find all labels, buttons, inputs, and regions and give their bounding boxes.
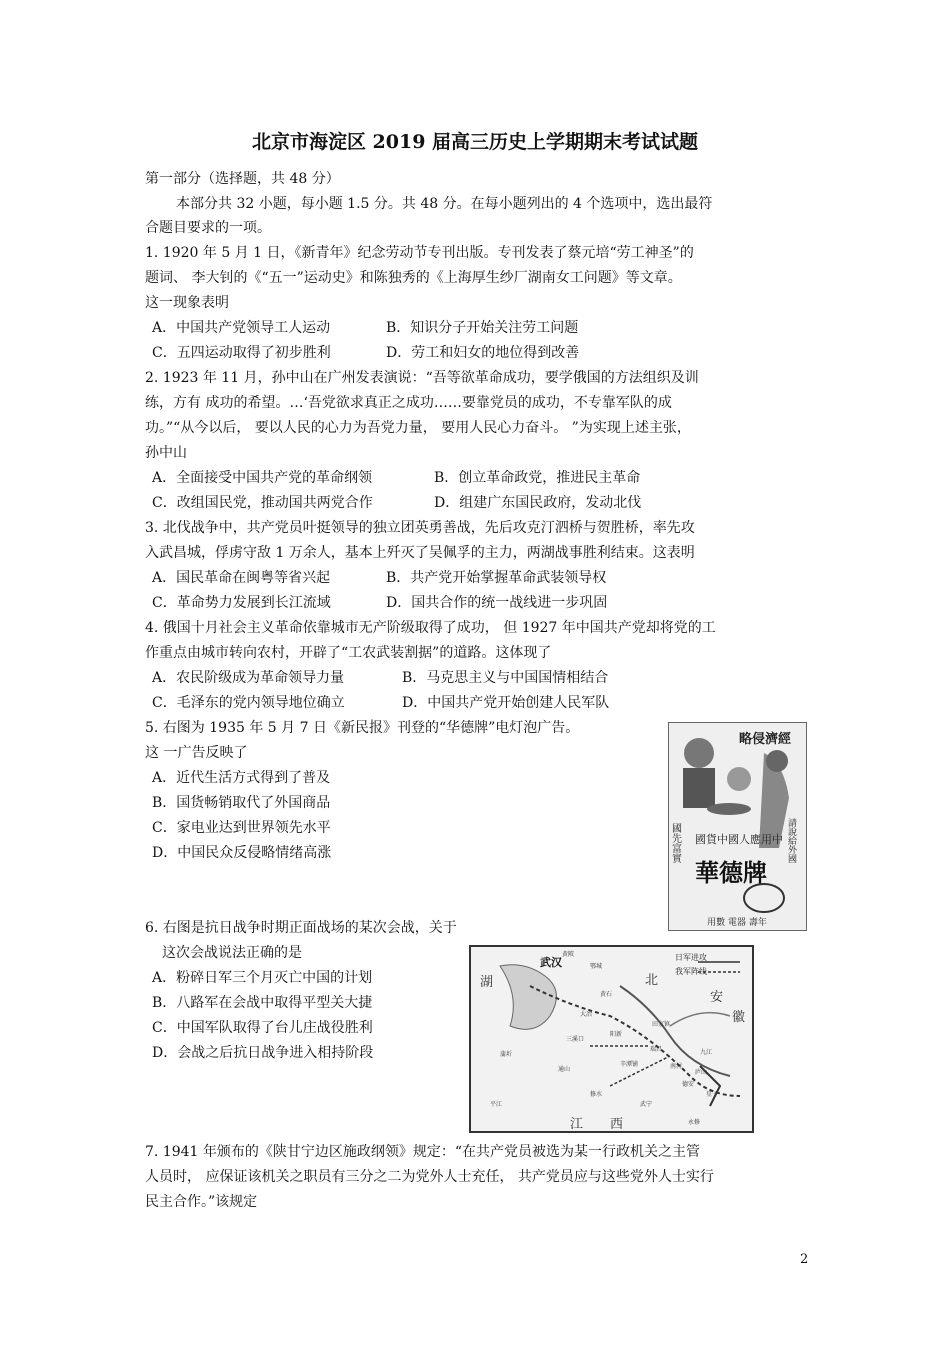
- map-region-label: 江: [570, 1117, 584, 1132]
- option-d: D．劳工和妇女的地位得到改善: [386, 345, 580, 361]
- map-town: 德安: [682, 1081, 695, 1088]
- question-stem: 功。”“从今以后， 要以人民的心力为吾党力量， 要用人民心力奋斗。 ”为实现上述主张，: [145, 420, 691, 436]
- question-stem: 3. 北伐战争中，共产党员叶挺领导的独立团英勇善战，先后攻克汀泗桥与贺胜桥，率先攻: [145, 520, 695, 536]
- map-legend: 我军阵线: [675, 967, 707, 976]
- map-label-wuhan: 武汉: [540, 956, 562, 969]
- option-b: B．创立革命政党，推进民主革命: [434, 470, 641, 486]
- page-title: 北京市海淀区 2019 届高三历史上学期期末考试试题: [251, 131, 699, 153]
- page-number: 2: [800, 1252, 809, 1267]
- option-b: B．共产党开始掌握革命武装领导权: [386, 570, 607, 586]
- map-town: 南浔: [670, 1063, 683, 1070]
- option-a: A．全面接受中国共产党的革命纲领: [152, 470, 373, 486]
- map-town: 通山: [558, 1066, 571, 1073]
- option-a: A．中国共产党领导工人运动: [152, 320, 331, 336]
- option-d: D．国共合作的统一战线进一步巩固: [386, 595, 608, 611]
- question-stem: 这次会战说法正确的是: [162, 945, 302, 961]
- ad-side-text: 請說給外國: [786, 818, 796, 863]
- option-b: B．马克思主义与中国国情相结合: [402, 670, 609, 686]
- option-c: C．五四运动取得了初步胜利: [152, 345, 331, 361]
- map-town: 鄂城: [590, 963, 603, 970]
- map-town: 辛潭铺: [620, 1061, 639, 1068]
- question-stem: 练，方有 成功的希望。…‘吾党欲求真正之成功……要靠党员的成功，不专靠军队的成: [145, 395, 672, 411]
- option-a: A．国民革命在闽粤等省兴起: [152, 570, 331, 586]
- option-b: B．知识分子开始关注劳工问题: [386, 320, 579, 336]
- option-c: C．家电业达到世界领先水平: [152, 820, 331, 836]
- option-a: A．近代生活方式得到了普及: [152, 770, 331, 786]
- option-d: D．中国共产党开始创建人民军队: [402, 695, 610, 711]
- ad-footer: 用數 電器 壽年: [707, 918, 767, 928]
- map-region-label: 北: [645, 973, 659, 988]
- question-stem: 这 一广告反映了: [145, 745, 248, 761]
- question-stem: 1. 1920 年 5 月 1 日，《新青年》纪念劳动节专刊出版。专刊发表了蔡元培“劳工神圣”的: [145, 245, 694, 261]
- advertisement-illustration: [669, 723, 806, 930]
- intro-line: 本部分共 32 小题，每小题 1.5 分。共 48 分。在每小题列出的 4 个选项中，选出最符: [176, 196, 713, 212]
- option-c: C．革命势力发展到长江流域: [152, 595, 331, 611]
- question-stem: 入武昌城，俘虏守敌 1 万余人，基本上歼灭了吴佩孚的主力，两湖战事胜利结束。这表明: [145, 545, 695, 561]
- option-c: C．中国军队取得了台儿庄战役胜利: [152, 1020, 373, 1036]
- ad-side-text: 國先富實: [669, 823, 681, 863]
- map-town: 永修: [688, 1119, 701, 1126]
- option-c: C．毛泽东的党内领导地位确立: [152, 695, 345, 711]
- map-town: 阳新: [610, 1031, 623, 1038]
- map-region-label: 西: [610, 1117, 624, 1132]
- map-region-label: 湖: [480, 975, 494, 990]
- question-stem: 6. 右图是抗日战争时期正面战场的某次会战，关于: [145, 920, 457, 936]
- map-town: 星子: [706, 1091, 719, 1098]
- map-town: 田家镇: [652, 1021, 671, 1028]
- map-town: 三溪口: [566, 1036, 585, 1043]
- ad-banner: 略侵濟經: [738, 732, 792, 747]
- option-d: D．组建广东国民政府，发动北伐: [434, 495, 642, 511]
- option-b: B．国货畅销取代了外国商品: [152, 795, 331, 811]
- battle-map: [470, 946, 753, 1132]
- ad-slogan: 國貨中國人應用中: [695, 833, 783, 846]
- map-town: 九江: [700, 1049, 713, 1056]
- option-d: D．会战之后抗日战争进入相持阶段: [152, 1045, 374, 1061]
- question-stem: 作重点由城市转向农村，开辟了“工农武装割据”的道路。这体现了: [145, 645, 552, 661]
- map-town: 黄石: [600, 991, 613, 998]
- battle-map-image: [469, 945, 754, 1133]
- ad-brand: 華德牌: [695, 859, 767, 887]
- intro-line: 合题目要求的一项。: [145, 220, 271, 236]
- option-a: A．粉碎日军三个月灭亡中国的计划: [152, 970, 373, 986]
- question-stem: 民主合作。”该规定: [145, 1194, 258, 1210]
- question-stem: 4. 俄国十月社会主义革命依靠城市无产阶级取得了成功， 但 1927 年中国共产党却将党的工: [145, 620, 716, 636]
- map-town: 武宁: [640, 1101, 653, 1108]
- map-town: 平江: [490, 1101, 503, 1108]
- map-region-label: 安: [710, 990, 724, 1005]
- option-c: C．改组国民党，推动国共两党合作: [152, 495, 373, 511]
- map-town: 修水: [590, 1091, 603, 1098]
- lightbulb-advertisement-image: [668, 722, 807, 931]
- question-stem: 这一现象表明: [145, 295, 229, 311]
- map-town: 瑞昌: [650, 1046, 663, 1053]
- map-region-label: 徽: [732, 1010, 746, 1025]
- map-town: 庐山: [695, 1069, 708, 1076]
- map-town: 蒲圻: [500, 1051, 513, 1058]
- question-stem: 题词、 李大钊的《“五一”运动史》和陈独秀的《上海厚生纱厂湖南女工问题》等文章。: [145, 270, 682, 286]
- question-stem: 人员时， 应保证该机关之职员有三分之二为党外人士充任， 共产党员应与这些党外人士实行: [145, 1169, 714, 1185]
- option-a: A．农民阶级成为革命领导力量: [152, 670, 345, 686]
- question-stem: 7. 1941 年颁布的《陕甘宁边区施政纲领》规定：“在共产党员被选为某一行政机关之主管: [145, 1144, 701, 1160]
- map-town: 黄陂: [562, 951, 575, 958]
- part-heading: 第一部分（选择题，共 48 分）: [145, 171, 340, 187]
- map-town: 大冶: [580, 1011, 593, 1018]
- question-stem: 5. 右图为 1935 年 5 月 7 日《新民报》刊登的“华德牌”电灯泡广告。: [145, 720, 580, 736]
- option-d: D．中国民众反侵略情绪高涨: [152, 845, 332, 861]
- map-legend: 日军进攻: [675, 953, 707, 962]
- question-stem: 孙中山: [145, 445, 187, 461]
- question-stem: 2. 1923 年 11 月，孙中山在广州发表演说：“吾等欲革命成功，要学俄国的方法组织及训: [145, 370, 699, 386]
- option-b: B．八路军在会战中取得平型关大捷: [152, 995, 373, 1011]
